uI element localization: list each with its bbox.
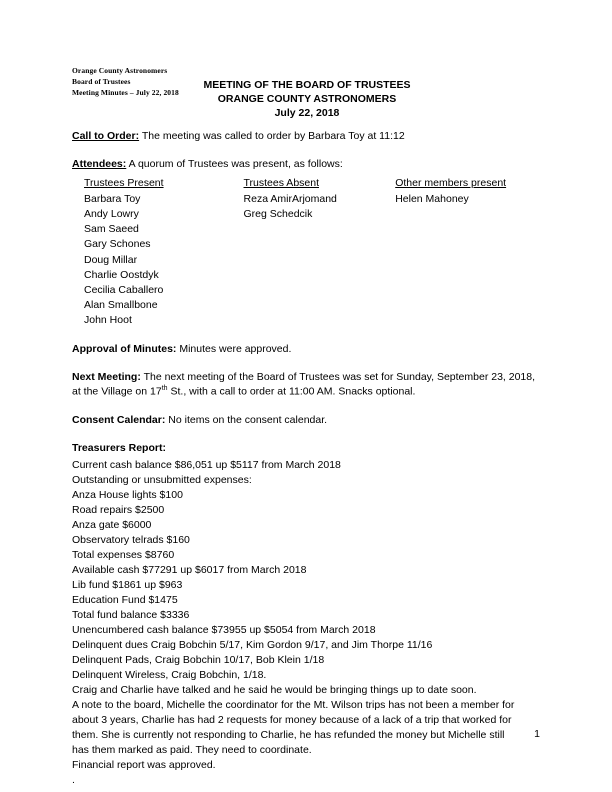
report-line: Financial report was approved. — [72, 758, 216, 771]
report-line: Unencumbered cash balance $73955 up $5054 from March 2018 — [72, 623, 376, 636]
section-approval-of-minutes — [72, 342, 542, 357]
letterhead — [72, 66, 542, 99]
letterhead-line-2: Board of Trustees — [72, 76, 131, 86]
report-line: Total fund balance $3336 — [72, 608, 190, 621]
attendee-name: Sam Saeed — [84, 223, 139, 236]
report-line: A note to the board, Michelle the coordinator for the Mt. Wilson trips has not been a member for — [72, 698, 515, 711]
report-line: them. She is currently not responding to Charlie, he has refunded the money but Michelle still — [72, 728, 505, 741]
section-consent-calendar — [72, 413, 542, 428]
report-line: about 3 years, Charlie has had 2 requests for money because of a lack of a trip that worked for — [72, 713, 512, 726]
attendee-name: Alan Smallbone — [84, 299, 158, 312]
document-body — [72, 66, 542, 788]
attendee-name: Doug Millar — [84, 253, 138, 266]
next-meeting-text-part-2: St., with a call to order at 11:00 AM. Snacks optional. — [167, 385, 416, 398]
next-meeting-heading: Next Meeting: — [72, 370, 141, 383]
section-call-to-order — [72, 129, 542, 144]
attendees-columns — [72, 176, 542, 328]
attendee-name: Cecilia Caballero — [84, 283, 164, 296]
attendees-column-present-header: Trustees Present — [84, 177, 164, 190]
report-line: Delinquent dues Craig Bobchin 5/17, Kim Gordon 9/17, and Jim Thorpe 11/16 — [72, 638, 433, 651]
attendees-column-absent — [244, 176, 396, 328]
call-to-order-heading: Call to Order: — [72, 129, 140, 142]
attendee-name: Helen Mahoney — [395, 192, 469, 205]
report-line: Outstanding or unsubmitted expenses: — [72, 473, 252, 486]
treasurers-report-heading: Treasurers Report: — [72, 441, 166, 454]
consent-calendar-heading: Consent Calendar: — [72, 413, 166, 426]
attendees-column-present — [72, 176, 244, 328]
attendees-text: A quorum of Trustees was present, as follows: — [128, 157, 343, 170]
next-meeting-text-part-1: The next meeting of the Board of Trustees was set for Sunday, September 23, 2018, at the Village on 17 — [72, 370, 536, 398]
attendee-name: Barbara Toy — [84, 192, 141, 205]
report-line: Anza House lights $100 — [72, 488, 183, 501]
section-next-meeting — [72, 370, 542, 400]
attendees-column-others-header: Other members present — [395, 177, 507, 190]
report-line: Current cash balance $86,051 up $5117 from March 2018 — [72, 458, 341, 471]
attendees-column-others — [395, 176, 542, 328]
treasurers-report-lines — [72, 458, 542, 788]
report-line: Education Fund $1475 — [72, 593, 178, 606]
report-line: Anza gate $6000 — [72, 518, 152, 531]
report-line: Total expenses $8760 — [72, 548, 175, 561]
title-line-1: MEETING OF THE BOARD OF TRUSTEES — [203, 79, 411, 91]
consent-calendar-text: No items on the consent calendar. — [168, 413, 328, 426]
approval-heading: Approval of Minutes: — [72, 342, 177, 355]
title-line-2: ORANGE COUNTY ASTRONOMERS — [217, 93, 397, 106]
attendee-name: John Hoot — [84, 314, 132, 327]
report-line: Available cash $77291 up $6017 from March 2018 — [72, 563, 307, 576]
attendee-name: Greg Schedcik — [243, 207, 313, 220]
attendee-name: Reza AmirArjomand — [243, 192, 337, 205]
letterhead-line-3: Meeting Minutes – July 22, 2018 — [72, 87, 179, 97]
report-line: Observatory telrads $160 — [72, 533, 190, 546]
report-line: Road repairs $2500 — [72, 503, 165, 516]
attendee-name: Andy Lowry — [84, 207, 139, 220]
attendee-name: Charlie Oostdyk — [84, 268, 159, 281]
letterhead-line-1: Orange County Astronomers — [72, 66, 168, 75]
report-line: . — [72, 773, 75, 786]
report-line: Lib fund $1861 up $963 — [72, 578, 183, 591]
title-line-3: July 22, 2018 — [274, 107, 340, 120]
attendee-name: Gary Schones — [84, 238, 151, 251]
section-treasurers-report — [72, 441, 542, 788]
section-attendees — [72, 157, 542, 329]
call-to-order-text: The meeting was called to order by Barbara Toy at 11:12 — [141, 129, 405, 142]
attendees-column-absent-header: Trustees Absent — [243, 177, 319, 190]
next-meeting-ordinal-suffix: th — [161, 385, 168, 393]
report-line: Delinquent Pads, Craig Bobchin 10/17, Bob Klein 1/18 — [72, 653, 325, 666]
attendees-heading: Attendees: — [72, 157, 127, 170]
report-line: has them marked as paid. They need to coordinate. — [72, 743, 312, 756]
approval-text: Minutes were approved. — [179, 342, 292, 355]
page-number: 1 — [534, 728, 540, 740]
report-line: Craig and Charlie have talked and he said he would be bringing things up to date soon. — [72, 683, 477, 696]
report-line: Delinquent Wireless, Craig Bobchin, 1/18. — [72, 668, 267, 681]
